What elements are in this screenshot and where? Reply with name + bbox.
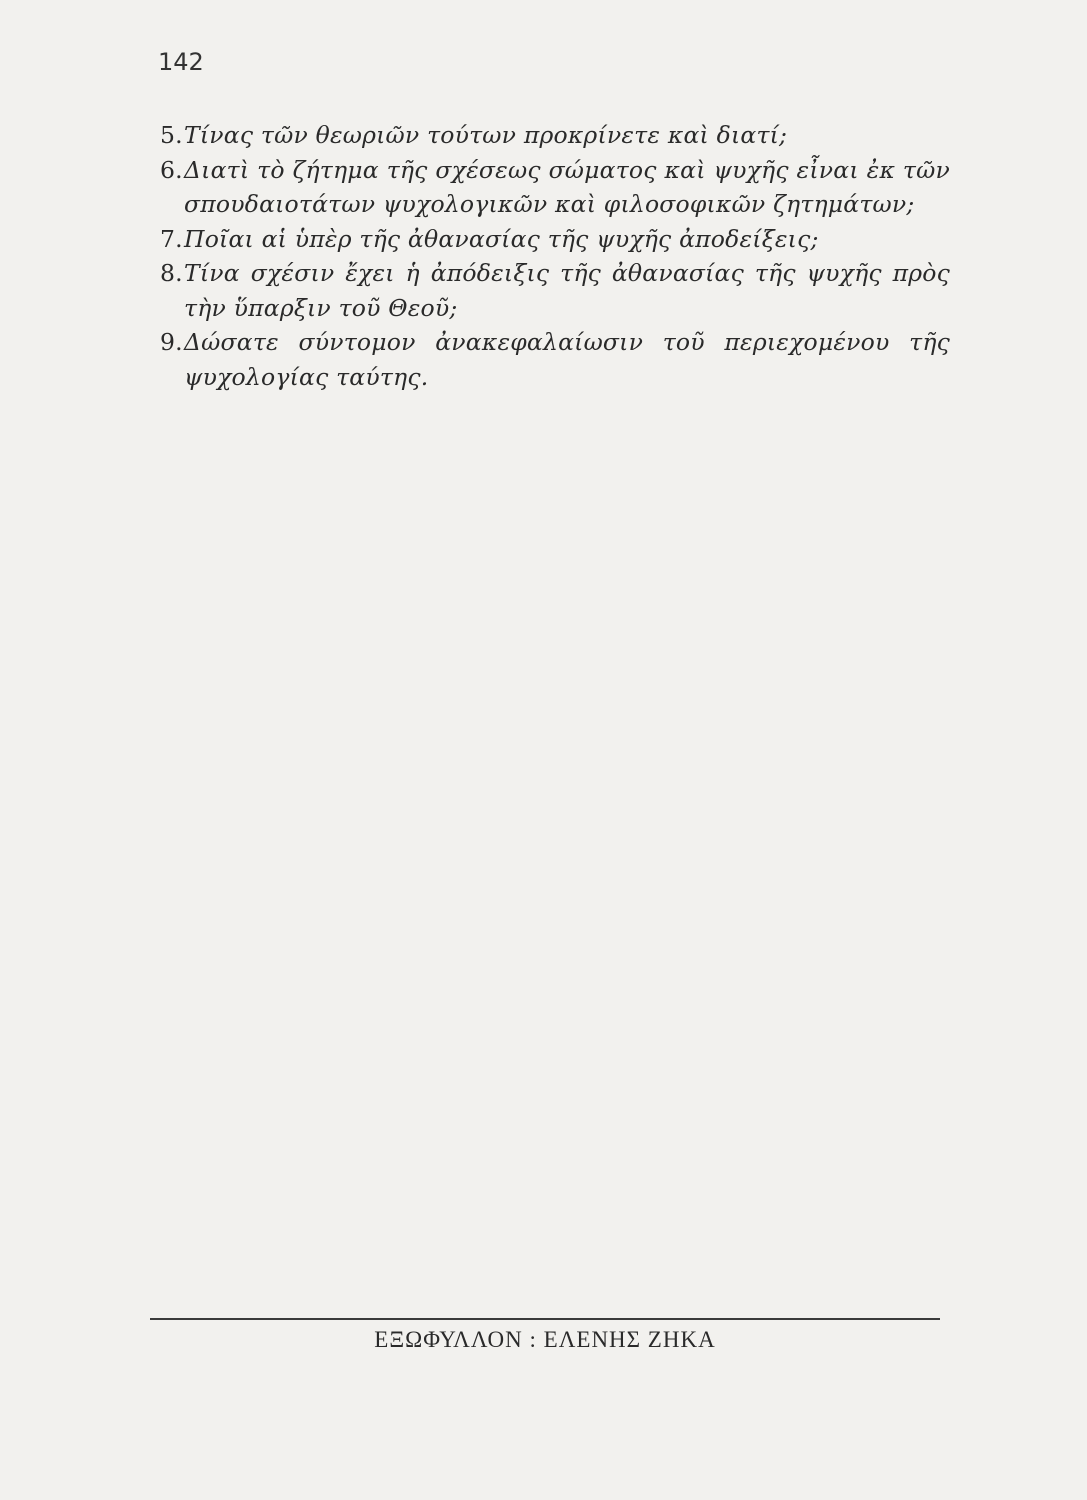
question-number: 6. xyxy=(160,155,183,184)
question-item xyxy=(160,325,950,394)
question-number: 8. xyxy=(160,259,183,287)
question-item xyxy=(160,222,950,257)
question-number: 7. xyxy=(160,224,183,253)
question-text: Διατὶ τὸ ζήτημα τῆς σχέσεως σώματος καὶ ψυχῆς εἶναι ἐκ τῶν σπουδαιοτάτων ψυχολογικῶν καὶ φιλοσοφικῶν ζητημάτων; xyxy=(184,155,950,218)
page-number: 142 xyxy=(158,48,204,76)
question-number: 9. xyxy=(160,328,183,356)
question-text: Τίνας τῶν θεωριῶν τούτων προκρίνετε καὶ διατί; xyxy=(184,121,788,149)
question-text: Δώσατε σύντομον ἀνακεφαλαίωσιν τοῦ περιεχομένου τῆς ψυχολογίας ταύτης. xyxy=(184,328,950,391)
footer-divider xyxy=(150,1318,940,1320)
question-number: 5. xyxy=(160,121,183,149)
question-text: Τίνα σχέσιν ἔχει ἡ ἀπόδειξις τῆς ἀθανασίας τῆς ψυχῆς πρὸς τὴν ὕπαρξιν τοῦ Θεοῦ; xyxy=(184,259,950,322)
cover-credit: ΕΞΩΦΥΛΛΟΝ : ΕΛΕΝΗΣ ΖΗΚΑ xyxy=(374,1327,716,1352)
question-item xyxy=(160,118,950,153)
question-text: Ποῖαι αἱ ὑπὲρ τῆς ἀθανασίας τῆς ψυχῆς ἀποδείξεις; xyxy=(184,224,819,253)
question-item xyxy=(160,153,950,222)
review-questions-list xyxy=(160,118,950,394)
question-item xyxy=(160,256,950,325)
